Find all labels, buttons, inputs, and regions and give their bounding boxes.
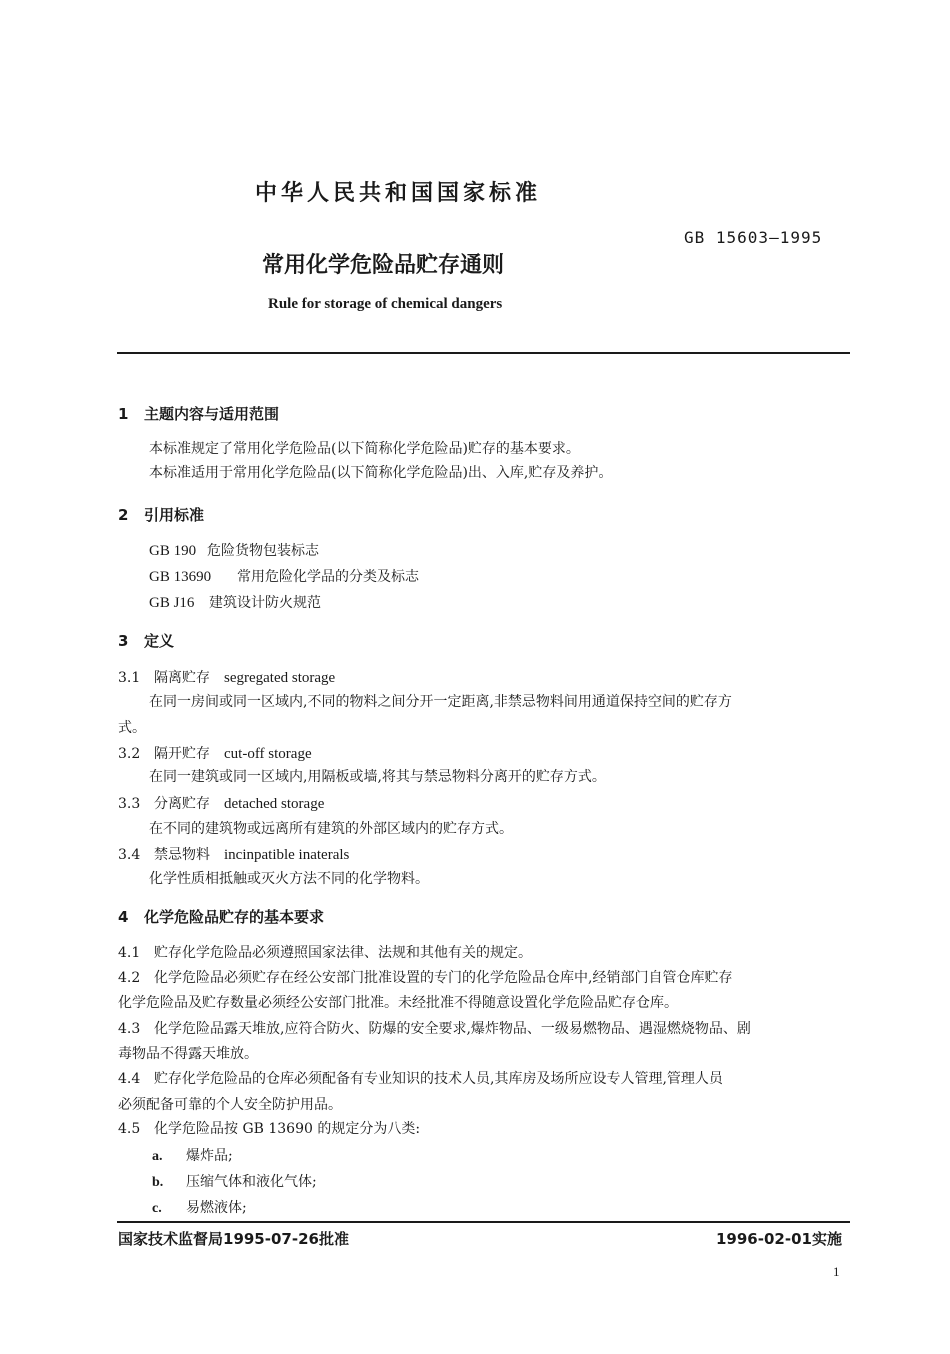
section-1-heading (118, 403, 279, 424)
clause-text-continued: 毒物品不得露天堆放。 (118, 1046, 258, 1062)
clause-text: 贮存化学危险品必须遵照国家法律、法规和其他有关的规定。 (154, 945, 532, 961)
section-title: 定义 (144, 632, 175, 650)
reference-item (149, 566, 419, 586)
footer-divider (117, 1221, 850, 1223)
section-number: 3 (118, 632, 129, 650)
term-3-1 (118, 667, 335, 687)
section-title: 主题内容与适用范围 (144, 405, 280, 423)
list-item (152, 1197, 247, 1217)
term-cn: 隔离贮存 (154, 670, 210, 686)
clause-4-5 (118, 1118, 420, 1138)
list-item-text: 易燃液体; (186, 1200, 247, 1216)
paragraph: 本标准规定了常用化学危险品(以下简称化学危险品)贮存的基本要求。 (149, 441, 580, 457)
clause-text: 化学危险品按 GB 13690 的规定分为八类: (154, 1121, 421, 1137)
header-divider (117, 352, 850, 354)
term-cn: 禁忌物料 (154, 847, 210, 863)
list-item-label: a. (152, 1149, 163, 1164)
section-number: 1 (118, 405, 129, 423)
term-definition: 在不同的建筑物或远离所有建筑的外部区域内的贮存方式。 (149, 821, 513, 837)
clause-number: 3.1 (118, 670, 141, 686)
clause-number: 4.5 (118, 1121, 141, 1137)
clause-4-4 (118, 1068, 723, 1088)
term-definition: 化学性质相抵触或灭火方法不同的化学物料。 (149, 871, 429, 887)
clause-number: 3.3 (118, 796, 141, 812)
section-title: 化学危险品贮存的基本要求 (144, 908, 325, 926)
term-3-4 (118, 844, 349, 864)
list-item-text: 压缩气体和液化气体; (186, 1174, 317, 1190)
section-number: 4 (118, 908, 129, 926)
clause-number: 3.4 (118, 847, 141, 863)
clause-4-3 (118, 1018, 751, 1038)
term-cn: 隔开贮存 (154, 746, 210, 762)
list-item (152, 1171, 317, 1191)
section-number: 2 (118, 506, 129, 524)
reference-code: GB 190 (149, 543, 197, 559)
reference-title: 建筑设计防火规范 (209, 595, 321, 611)
term-en: segregated storage (224, 670, 336, 686)
clause-number: 3.2 (118, 746, 141, 762)
clause-text: 化学危险品露天堆放,应符合防火、防爆的安全要求,爆炸物品、一级易燃物品、遇湿燃烧物品、剧 (154, 1021, 751, 1037)
term-3-3 (118, 793, 324, 813)
clause-number: 4.3 (118, 1021, 141, 1037)
clause-number: 4.2 (118, 970, 141, 986)
clause-4-2 (118, 967, 732, 987)
document-title-cn: 常用化学危险品贮存通则 (262, 253, 505, 278)
standard-header-title: 中华人民共和国国家标准 (255, 181, 542, 206)
term-en: incinpatible inaterals (224, 847, 350, 863)
term-definition: 在同一建筑或同一区域内,用隔板或墙,将其与禁忌物料分离开的贮存方式。 (149, 769, 606, 785)
clause-number: 4.4 (118, 1071, 141, 1087)
list-item (152, 1145, 233, 1165)
reference-item (149, 540, 319, 560)
clause-number: 4.1 (118, 945, 141, 961)
paragraph: 本标准适用于常用化学危险品(以下简称化学危险品)出、入库,贮存及养护。 (149, 465, 613, 481)
clause-text: 化学危险品必须贮存在经公安部门批准设置的专门的化学危险品仓库中,经销部门自管仓库贮存 (154, 970, 733, 986)
approval-date: 国家技术监督局1995-07-26批准 (118, 1230, 349, 1248)
clause-4-1 (118, 942, 532, 962)
effective-date: 1996-02-01实施 (716, 1230, 842, 1248)
clause-text: 贮存化学危险品的仓库必须配备有专业知识的技术人员,其库房及场所应设专人管理,管理人员 (154, 1071, 723, 1087)
reference-code: GB 13690 (149, 569, 212, 585)
term-cn: 分离贮存 (154, 796, 210, 812)
page-number: 1 (833, 1264, 840, 1279)
term-en: detached storage (224, 796, 325, 812)
list-item-text: 爆炸品; (186, 1148, 233, 1164)
term-definition: 在同一房间或同一区域内,不同的物料之间分开一定距离,非禁忌物料间用通道保持空间的贮存方 (149, 694, 732, 710)
list-item-label: c. (152, 1201, 162, 1216)
term-en: cut-off storage (224, 746, 312, 762)
clause-text-continued: 化学危险品及贮存数量必须经公安部门批准。未经批准不得随意设置化学危险品贮存仓库。 (118, 995, 678, 1011)
section-3-heading (118, 630, 174, 651)
reference-code: GB J16 (149, 595, 195, 611)
section-title: 引用标准 (144, 506, 205, 524)
standard-code: GB 15603—1995 (684, 228, 823, 247)
reference-title: 常用危险化学品的分类及标志 (237, 569, 419, 585)
reference-title: 危险货物包装标志 (207, 543, 319, 559)
term-3-2 (118, 743, 312, 763)
list-item-label: b. (152, 1175, 164, 1190)
reference-item (149, 592, 321, 612)
section-2-heading (118, 504, 204, 525)
clause-text-continued: 必须配备可靠的个人安全防护用品。 (118, 1097, 342, 1113)
section-4-heading (118, 906, 324, 927)
term-definition-continued: 式。 (118, 720, 146, 736)
document-title-en: Rule for storage of chemical dangers (268, 296, 503, 312)
